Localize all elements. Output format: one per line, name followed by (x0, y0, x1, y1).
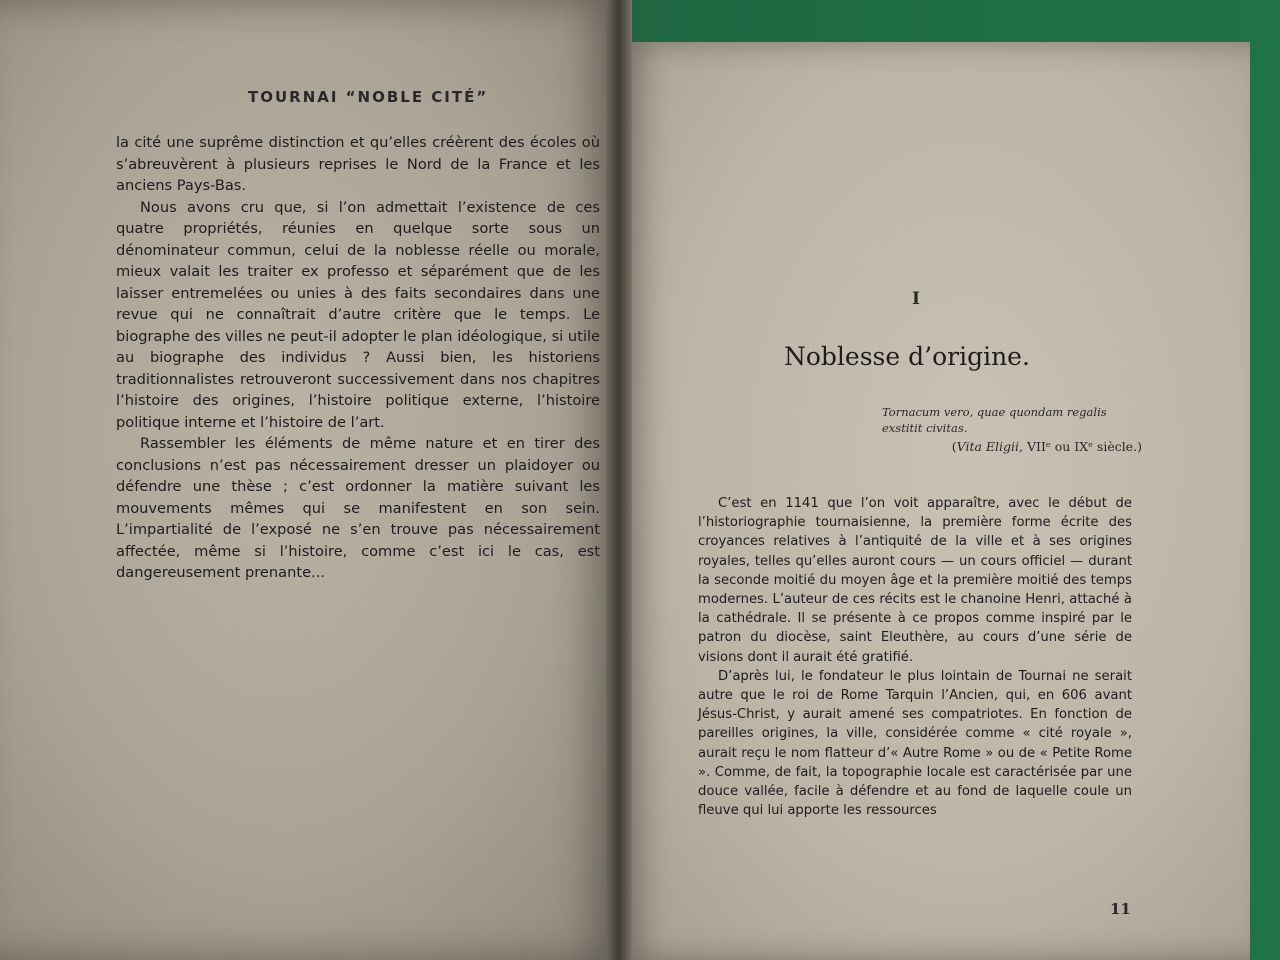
epigraph-source: (Vita Eligii, VIIᵉ ou IXᵉ siècle.) (951, 439, 1142, 454)
paragraph: D’après lui, le fondateur le plus lointain de Tournai ne serait autre que le roi de Rome Tarquin l’Ancien, qui, en 606 avant Jésus-Christ, y aurait amené ses compatriotes. En fonction de pareilles origines, la ville, considérée comme « cité royale », aurait reçu le nom flatteur d’« Autre Rome » ou de « Petite Rome ». Comme, de fait, la topographie locale est caractérisée par une douce vallée, facile à défendre et au fond de laquelle coule un fleuve qui lui apporte les ressources (698, 668, 1132, 819)
epigraph-source-work: Vita Eligii, (956, 439, 1024, 454)
running-head: TOURNAI “NOBLE CITÉ” (248, 88, 489, 106)
epigraph-source-century: VIIᵉ ou IXᵉ siècle. (1023, 439, 1138, 454)
epigraph (882, 404, 1142, 455)
left-page (0, 0, 625, 960)
paragraph: C’est en 1141 que l’on voit apparaître, avec le début de l’historiographie tournaisienne, la première forme écrite des croyances relatives à l’antiquité de la ville et à ses origines royales, telles qu’elles auront cours — un cours officiel — durant la seconde moitié du moyen âge et la première moitié des temps modernes. L’auteur de ces récits est le chanoine Henri, attaché à la cathédrale. Il se présente à ce propos comme inspiré par le patron du diocèse, saint Eleuthère, au cours d’une série de visions dont il aurait été gratifié. (698, 496, 1132, 665)
paragraph: la cité une suprême distinction et qu’elles créèrent des écoles où s’abreuvèrent à plusieurs reprises le Nord de la France et les anciens Pays-Bas. (116, 134, 600, 194)
right-page-text (698, 494, 1132, 820)
chapter-title: Noblesse d’origine. (784, 342, 1030, 371)
epigraph-line: exstitit civitas. (882, 421, 968, 435)
chapter-number: I (912, 289, 920, 309)
paragraph: Nous avons cru que, si l’on admettait l’existence de ces quatre propriétés, réunies en quelque sorte sous un dénominateur commun, celui de la noblesse réelle ou morale, mieux valait les traiter ex professo et séparément que de les laisser entremelées ou unies à des faits secondaires dans une revue qui ne connaîtrait d’autre critère que le temps. Le biographe des villes ne peut-il adopter le plan idéologique, si utile au biographe des individus ? Aussi bien, les historiens traditionnalistes retrouveront successivement dans nos chapitres l’histoire des origines, l’histoire politique externe, l’histoire politique interne et l’histoire de l’art. (116, 198, 600, 431)
page-number: 11 (1110, 900, 1131, 918)
paragraph: Rassembler les éléments de même nature et en tirer des conclusions n’est pas nécessairement dresser un plaidoyer ou défendre une thèse ; c’est ordonner la matière suivant les mouvements mêmes qui se manifestent en son sein. L’impartialité de l’exposé ne s’en trouve pas nécessairement affectée, même si l’histoire, comme c’est ici le cas, est dangereusement prenante... (116, 435, 600, 581)
epigraph-line: Tornacum vero, quae quondam regalis (882, 405, 1107, 419)
book-gutter (606, 0, 632, 960)
left-page-text (116, 132, 600, 584)
